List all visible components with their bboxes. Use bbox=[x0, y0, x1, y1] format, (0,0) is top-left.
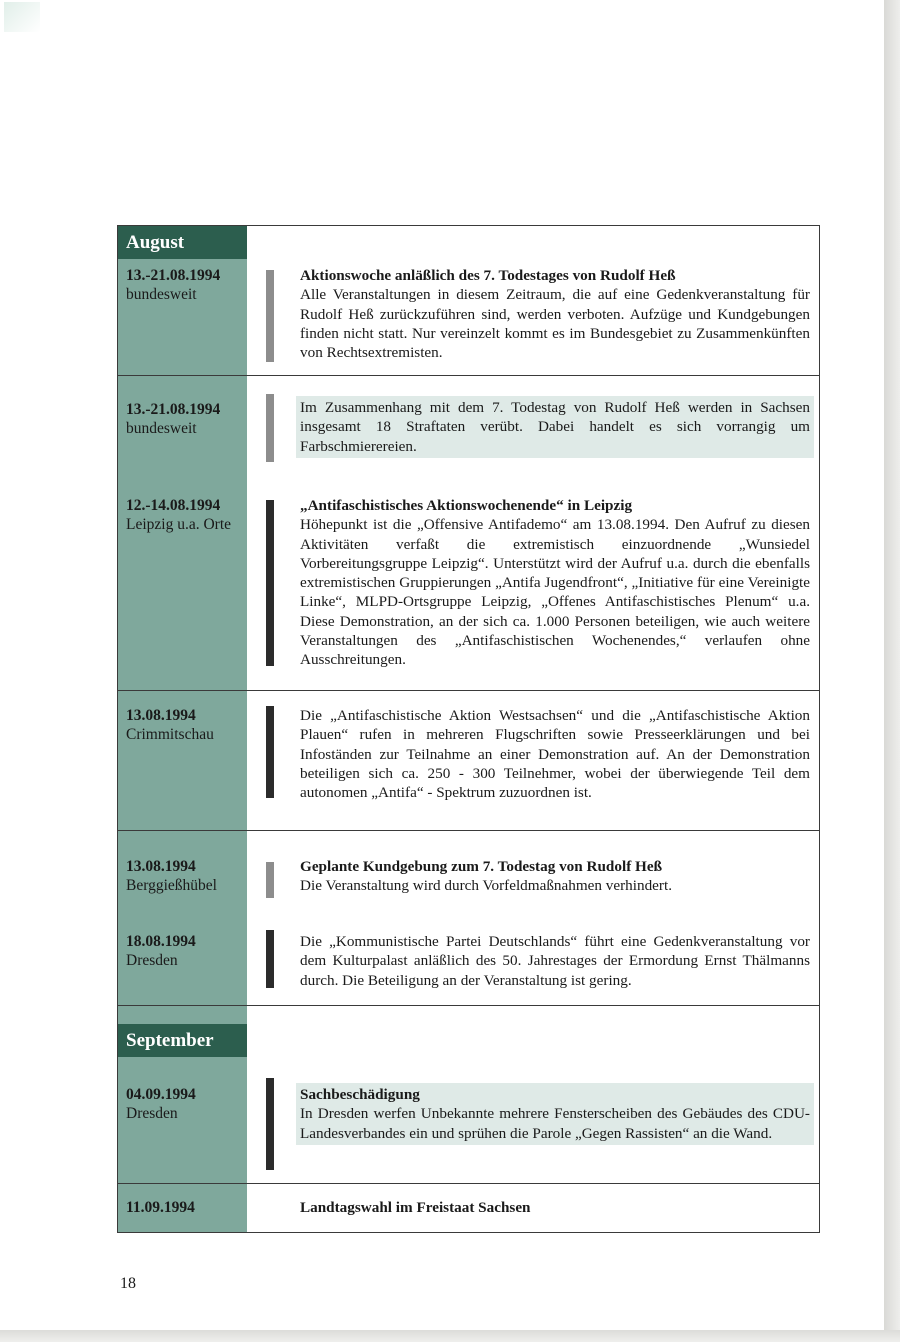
entry-body: Im Zusammenhang mit dem 7. Todestag von Rudolf Heß werden in Sachsen insgesamt 18 Straftaten verübt. Dabei handelt es sich vorrangig um Farbschmierereien. bbox=[300, 399, 810, 455]
entry-marker-bar bbox=[266, 706, 274, 798]
row-separator bbox=[118, 1183, 819, 1184]
entry-heading: Aktionswoche anläßlich des 7. Todestages von Rudolf Heß bbox=[300, 267, 676, 284]
entry-date: 13.-21.08.1994 bbox=[126, 267, 221, 284]
entry-date-place bbox=[126, 496, 247, 534]
entry-marker-bar bbox=[266, 930, 274, 988]
entry-heading: Landtagswahl im Freistaat Sachsen bbox=[300, 1199, 531, 1216]
entry-place: Leipzig u.a. Orte bbox=[126, 516, 232, 533]
entry-date-place bbox=[126, 266, 247, 304]
entry-date: 18.08.1994 bbox=[126, 933, 196, 950]
entry-date: 13.08.1994 bbox=[126, 858, 196, 875]
row-separator bbox=[118, 690, 819, 691]
entry-text bbox=[300, 932, 810, 990]
page-shadow-bottom bbox=[0, 1330, 900, 1342]
entry-place: Dresden bbox=[126, 1105, 178, 1122]
entry-text bbox=[300, 706, 810, 802]
entry-body: Die „Kommunistische Partei Deutschlands“ führt eine Gedenkveranstaltung vor dem Kulturpalast anläßlich des 50. Jahrestages der Ermordung Ernst Thälmanns durch. Die Beteiligung an der Veranstaltung ist gering. bbox=[300, 933, 810, 989]
entry-date-place bbox=[126, 706, 247, 744]
entry-text bbox=[300, 1198, 810, 1217]
entry-date-place bbox=[126, 857, 247, 895]
row-separator bbox=[118, 830, 819, 831]
entry-date: 13.08.1994 bbox=[126, 707, 196, 724]
entry-body: In Dresden werfen Unbekannte mehrere Fensterscheiben des Gebäudes des CDU-Landesverbandes ein und sprühen die Parole „Gegen Rassisten“ an die Wand. bbox=[300, 1105, 810, 1142]
entry-place: bundesweit bbox=[126, 286, 197, 303]
scan-corner-mark bbox=[4, 2, 40, 32]
entry-place: bundesweit bbox=[126, 420, 197, 437]
entry-heading: Sachbeschädigung bbox=[300, 1086, 420, 1103]
entry-body: Die Veranstaltung wird durch Vorfeldmaßnahmen verhindert. bbox=[300, 877, 672, 895]
entry-place: Berggießhübel bbox=[126, 877, 217, 894]
entry-body: Höhepunkt ist die „Offensive Antifademo“ am 13.08.1994. Den Aufruf zu diesen Aktivitäten verfaßt die extremistisch einzuordnende „Wunsiedel Vorbereitungsgruppe Leipzig“. Unterstützt wird der Aufruf u.a. durch die ebenfalls extremistischen Gruppierungen „Antifa Jugendfront“, „Initiative für eine Vereinigte Linke“, MLPD-Ortsgruppe Leipzig, „Offenes Antifaschistisches Plenum“ u.a. Diese Demonstration, an der sich ca. 1.000 Personen beteiligen, wie auch weitere Veranstaltungen des „Antifaschistischen Wochenendes,“ verlaufen ohne Ausschreitungen. bbox=[300, 516, 810, 669]
entry-heading: „Antifaschistisches Aktionswochenende“ in Leipzig bbox=[300, 497, 633, 514]
entry-date: 11.09.1994 bbox=[126, 1199, 195, 1216]
entry-marker-bar bbox=[266, 500, 274, 666]
entry-date-place bbox=[126, 1085, 247, 1123]
entry-place: Crimmitschau bbox=[126, 726, 214, 743]
entry-text bbox=[296, 1083, 814, 1145]
row-separator bbox=[118, 1005, 819, 1006]
page-number: 18 bbox=[120, 1275, 136, 1292]
entry-date: 12.-14.08.1994 bbox=[126, 497, 221, 514]
entry-date: 04.09.1994 bbox=[126, 1086, 196, 1103]
entry-heading: Geplante Kundgebung zum 7. Todestag von Rudolf Heß bbox=[300, 858, 663, 875]
month-header-september: September bbox=[118, 1024, 247, 1057]
entry-marker-bar bbox=[266, 394, 274, 462]
entry-date-place bbox=[126, 932, 247, 970]
entry-text bbox=[300, 496, 810, 670]
entry-marker-bar bbox=[266, 270, 274, 362]
entry-marker-bar bbox=[266, 1078, 274, 1170]
entry-body: Die „Antifaschistische Aktion Westsachsen“ und die „Antifaschistische Aktion Plauen“ rufen in mehreren Flugschriften sowie Presseerklärungen und bei Infoständen zur Teilnahme an einer Demonstration auf. An der Demonstration beteiligen sich ca. 250 - 300 Teilnehmer, wobei der überwiegende Teil dem autonomen „Antifa“ - Spektrum zuzuordnen ist. bbox=[300, 707, 810, 802]
entry-date-place bbox=[126, 1198, 247, 1217]
page-shadow-right bbox=[884, 0, 900, 1342]
entry-date: 13.-21.08.1994 bbox=[126, 401, 221, 418]
entry-text bbox=[300, 266, 810, 362]
entry-marker-bar bbox=[266, 862, 274, 898]
entry-date-place bbox=[126, 400, 247, 438]
entry-text bbox=[296, 396, 814, 458]
row-separator bbox=[118, 375, 819, 376]
entry-body: Alle Veranstaltungen in diesem Zeitraum, die auf eine Gedenkveranstaltung für Rudolf Heß zurückzuführen sind, werden verboten. Aufzüge und Kundgebungen finden nicht statt. Nur vereinzelt kommt es im Bundesgebiet zu Zusammenkünften von Rechtsextremisten. bbox=[300, 286, 810, 362]
entry-place: Dresden bbox=[126, 952, 178, 969]
entry-text bbox=[300, 857, 810, 896]
month-header-august: August bbox=[118, 226, 247, 259]
